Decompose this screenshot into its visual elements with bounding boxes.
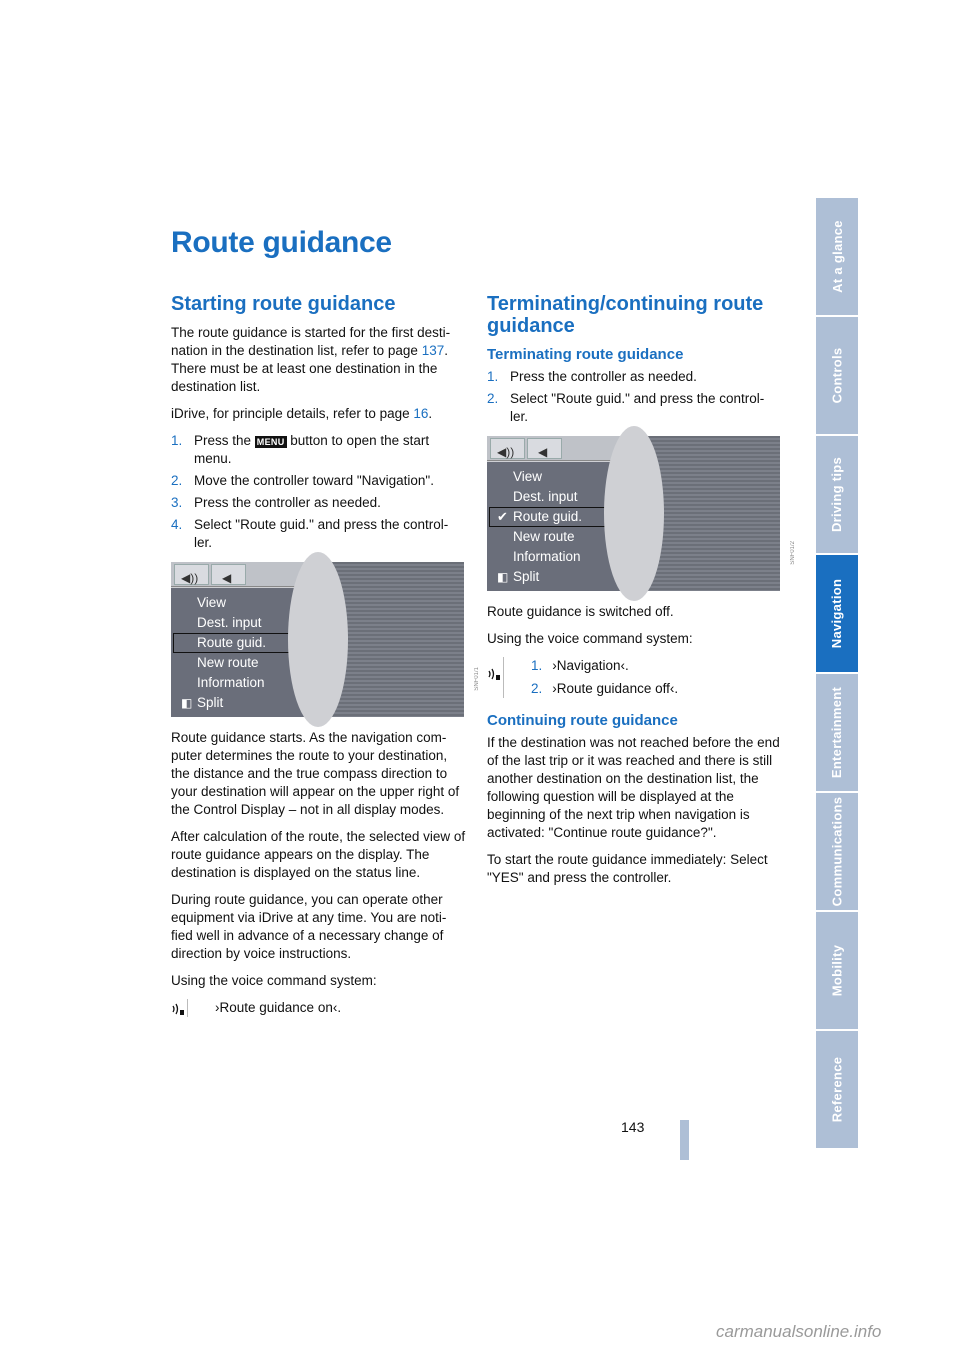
sidebar-tab-navigation[interactable]: Navigation xyxy=(816,555,858,674)
split-icon: ◧ xyxy=(181,696,193,710)
tab-mute xyxy=(211,564,246,585)
voice-command: ›Route guidance on‹. xyxy=(215,1000,342,1015)
terminate-steps-list xyxy=(487,368,782,426)
left-column xyxy=(171,293,480,1031)
tab-mute xyxy=(527,438,562,459)
page-link-16[interactable]: 16 xyxy=(413,406,429,421)
sidebar-tab-reference[interactable]: Reference xyxy=(816,1031,858,1150)
menu-item-new-route: New route xyxy=(513,529,575,544)
split-icon: ◧ xyxy=(497,570,509,584)
image-code: SNF01/1 xyxy=(474,667,480,691)
voice-command-block xyxy=(503,657,782,698)
section-heading-starting: Starting route guidance xyxy=(171,293,396,315)
voice-command-icon xyxy=(487,667,501,681)
switched-off-text: Route guidance is switched off. xyxy=(487,604,674,619)
menu-item-route-guid: Route guid. xyxy=(513,509,583,524)
menu-item-view: View xyxy=(197,595,227,610)
after-paragraph-2: After calculation of the route, the selected view of route guidance appears on the display. The destination is displayed on the status line. xyxy=(171,829,466,880)
sidebar-tab-entertainment[interactable]: Entertainment xyxy=(816,674,858,793)
menu-item-information: Information xyxy=(513,549,581,564)
image-code: SNF01/2 xyxy=(790,541,796,565)
speaker-icon: ◀)) xyxy=(497,445,515,459)
after-paragraph-3: During route guidance, you can operate other equipment via iDrive at any time. You are noti-fied well in advance of a necessary change of direction by voice instructions. xyxy=(171,892,447,961)
voice-intro: Using the voice command system: xyxy=(487,631,693,646)
list-item: 3. Press the controller as needed. xyxy=(171,495,381,510)
list-item: 1. Press the controller as needed. xyxy=(487,369,697,384)
voice-intro: Using the voice command system: xyxy=(171,973,377,988)
menu-item-dest-input: Dest. input xyxy=(513,489,578,504)
checkmark-icon: ✔ xyxy=(497,509,508,524)
tab-volume xyxy=(174,564,209,585)
subheading-terminating: Terminating route guidance xyxy=(487,346,684,363)
screen-map-area xyxy=(624,436,780,591)
voice-command-block xyxy=(187,999,466,1017)
menu-item-route-guid: Route guid. xyxy=(197,635,267,650)
voice-command: 1. ›Navigation‹. xyxy=(531,658,629,673)
speaker-icon: ◀)) xyxy=(181,571,199,585)
subheading-continuing: Continuing route guidance xyxy=(487,712,678,729)
continue-paragraph-1: If the destination was not reached before the end of the last trip or it was reached and there is still another destination on the destination list, the following question will be displayed at the beginning of the next trip when navigation is activated: "Continue route guidance?". xyxy=(487,735,780,840)
sidebar-tab-at-a-glance[interactable]: At a glance xyxy=(816,198,858,317)
page-link-137[interactable]: 137 xyxy=(421,343,445,358)
sidebar-tab-controls[interactable]: Controls xyxy=(816,317,858,436)
screen-map-area xyxy=(308,562,464,717)
page-title: Route guidance xyxy=(171,226,392,259)
menu-item-split: Split xyxy=(513,569,540,584)
continue-paragraph-2: To start the route guidance immediately: Select "YES" and press the controller. xyxy=(487,852,768,885)
list-item: 1. Press the MENU button to open the start menu. xyxy=(171,433,430,466)
speaker-icon: ◀ xyxy=(222,571,232,585)
menu-item-view: View xyxy=(513,469,543,484)
after-paragraph-1: Route guidance starts. As the navigation com-puter determines the route to your destination, the distance and the true compass direction to your destination will appear on the upper right of the Control Display – not in all display modes. xyxy=(171,730,460,817)
watermark: carmanualsonline.info xyxy=(716,1322,882,1341)
menu-button-icon: MENU xyxy=(256,437,285,447)
control-display-screenshot-terminate xyxy=(487,436,796,591)
sidebar-tab-communications[interactable]: Communications xyxy=(816,793,858,912)
menu-item-information: Information xyxy=(197,675,265,690)
tab-volume xyxy=(490,438,525,459)
menu-item-dest-input: Dest. input xyxy=(197,615,262,630)
page-marker-bar xyxy=(680,1120,689,1160)
menu-item-new-route: New route xyxy=(197,655,259,670)
list-item: 2. Move the controller toward "Navigation". xyxy=(171,473,434,488)
list-item: 2. Select "Route guid." and press the control-ler. xyxy=(487,391,765,424)
start-steps-list xyxy=(171,432,466,552)
voice-command-icon xyxy=(171,1002,185,1016)
control-display-screenshot-start xyxy=(171,562,480,717)
page-number: 143 xyxy=(621,1119,645,1135)
idrive-paragraph: iDrive, for principle details, refer to page 16. xyxy=(171,406,433,421)
speaker-icon: ◀ xyxy=(538,445,548,459)
menu-item-split: Split xyxy=(197,695,224,710)
right-column xyxy=(487,293,796,896)
section-heading-terminating: Terminating/continuing route guidance xyxy=(487,293,764,337)
sidebar-tab-mobility[interactable]: Mobility xyxy=(816,912,858,1031)
intro-paragraph: The route guidance is started for the first desti-nation in the destination list, refer to page 137. There must be at least one destination in the destination list. xyxy=(171,325,451,394)
list-item: 4. Select "Route guid." and press the control-ler. xyxy=(171,517,449,550)
sidebar-tab-driving-tips[interactable]: Driving tips xyxy=(816,436,858,555)
chapter-sidebar xyxy=(816,198,858,1150)
voice-command: 2. ›Route guidance off‹. xyxy=(531,681,679,696)
